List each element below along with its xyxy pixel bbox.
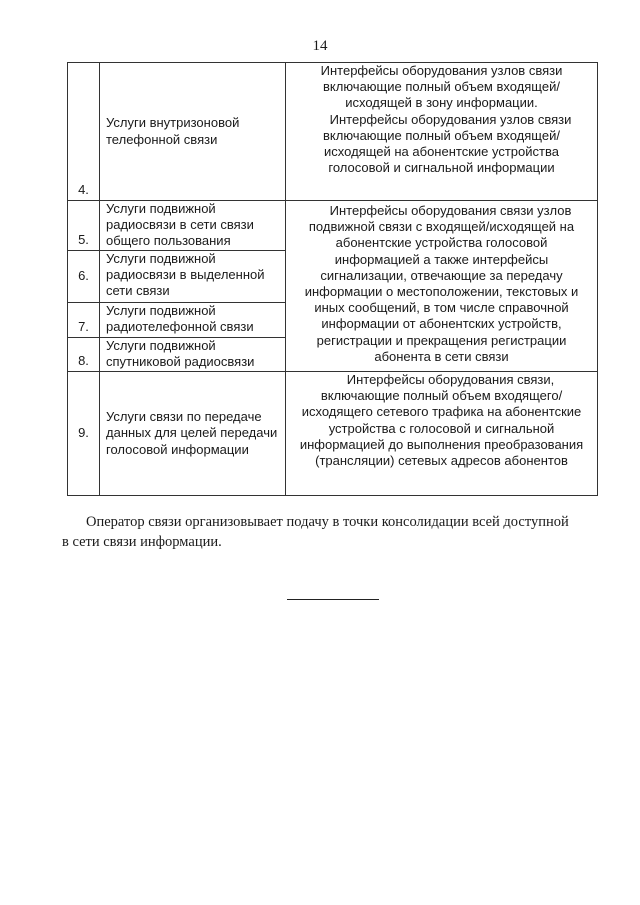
interface-description — [286, 201, 598, 372]
service-name: Услуги подвижной радиотелефонной связи — [100, 303, 286, 338]
table-row — [68, 201, 598, 251]
interface-description — [286, 372, 598, 496]
page-number: 14 — [312, 38, 328, 54]
table-row — [68, 63, 598, 201]
services-table — [67, 62, 598, 496]
description-paragraph: Интерфейсы оборудования связи узлов подвижной связи с входящей/исходящей на абонентские устройства голосовой информацией а также интерфейсы сигнализации, отвечающие за передачу информации о местоположении, текстовых и иных сообщений, в том числе справочной информации от абонентских устройств, регистрации и прекращения регистрации абонента в сети связи — [304, 203, 579, 364]
service-name: Услуги подвижной спутниковой радиосвязи — [100, 338, 286, 372]
description-paragraph: Интерфейсы оборудования узлов связи включающие полный объем входящей/исходящей на абонентские устройства голосовой и сигнальной информации — [323, 111, 572, 176]
paragraph-line: в сети связи информации. — [62, 534, 222, 550]
table-row — [68, 372, 598, 496]
service-name: Услуги связи по передаче данных для целей передачи голосовой информации — [100, 372, 286, 496]
row-number: 4. — [68, 63, 100, 201]
row-number: 7. — [68, 303, 100, 338]
interface-description — [286, 63, 598, 201]
service-name: Услуги внутризоновой телефонной связи — [100, 63, 286, 201]
end-divider — [287, 599, 379, 600]
closing-paragraph — [62, 512, 606, 552]
row-number: 8. — [68, 338, 100, 372]
paragraph-line: Оператор связи организовывает подачу в точки консолидации всей доступной — [86, 514, 569, 530]
service-name: Услуги подвижной радиосвязи в выделенной сети связи — [100, 251, 286, 303]
description-paragraph: Интерфейсы оборудования узлов связи включающие полный объем входящей/исходящей в зону информации. — [320, 63, 563, 111]
service-name: Услуги подвижной радиосвязи в сети связи общего пользования — [100, 201, 286, 251]
row-number: 9. — [68, 372, 100, 496]
row-number: 5. — [68, 201, 100, 251]
description-paragraph: Интерфейсы оборудования связи, включающие полный объем входящего/исходящего сетевого трафика на абонентские устройства с голосовой и сигнальной информацией до выполнения преобразования (трансляции) сетевых адресов абонентов — [299, 372, 584, 469]
row-number: 6. — [68, 251, 100, 303]
